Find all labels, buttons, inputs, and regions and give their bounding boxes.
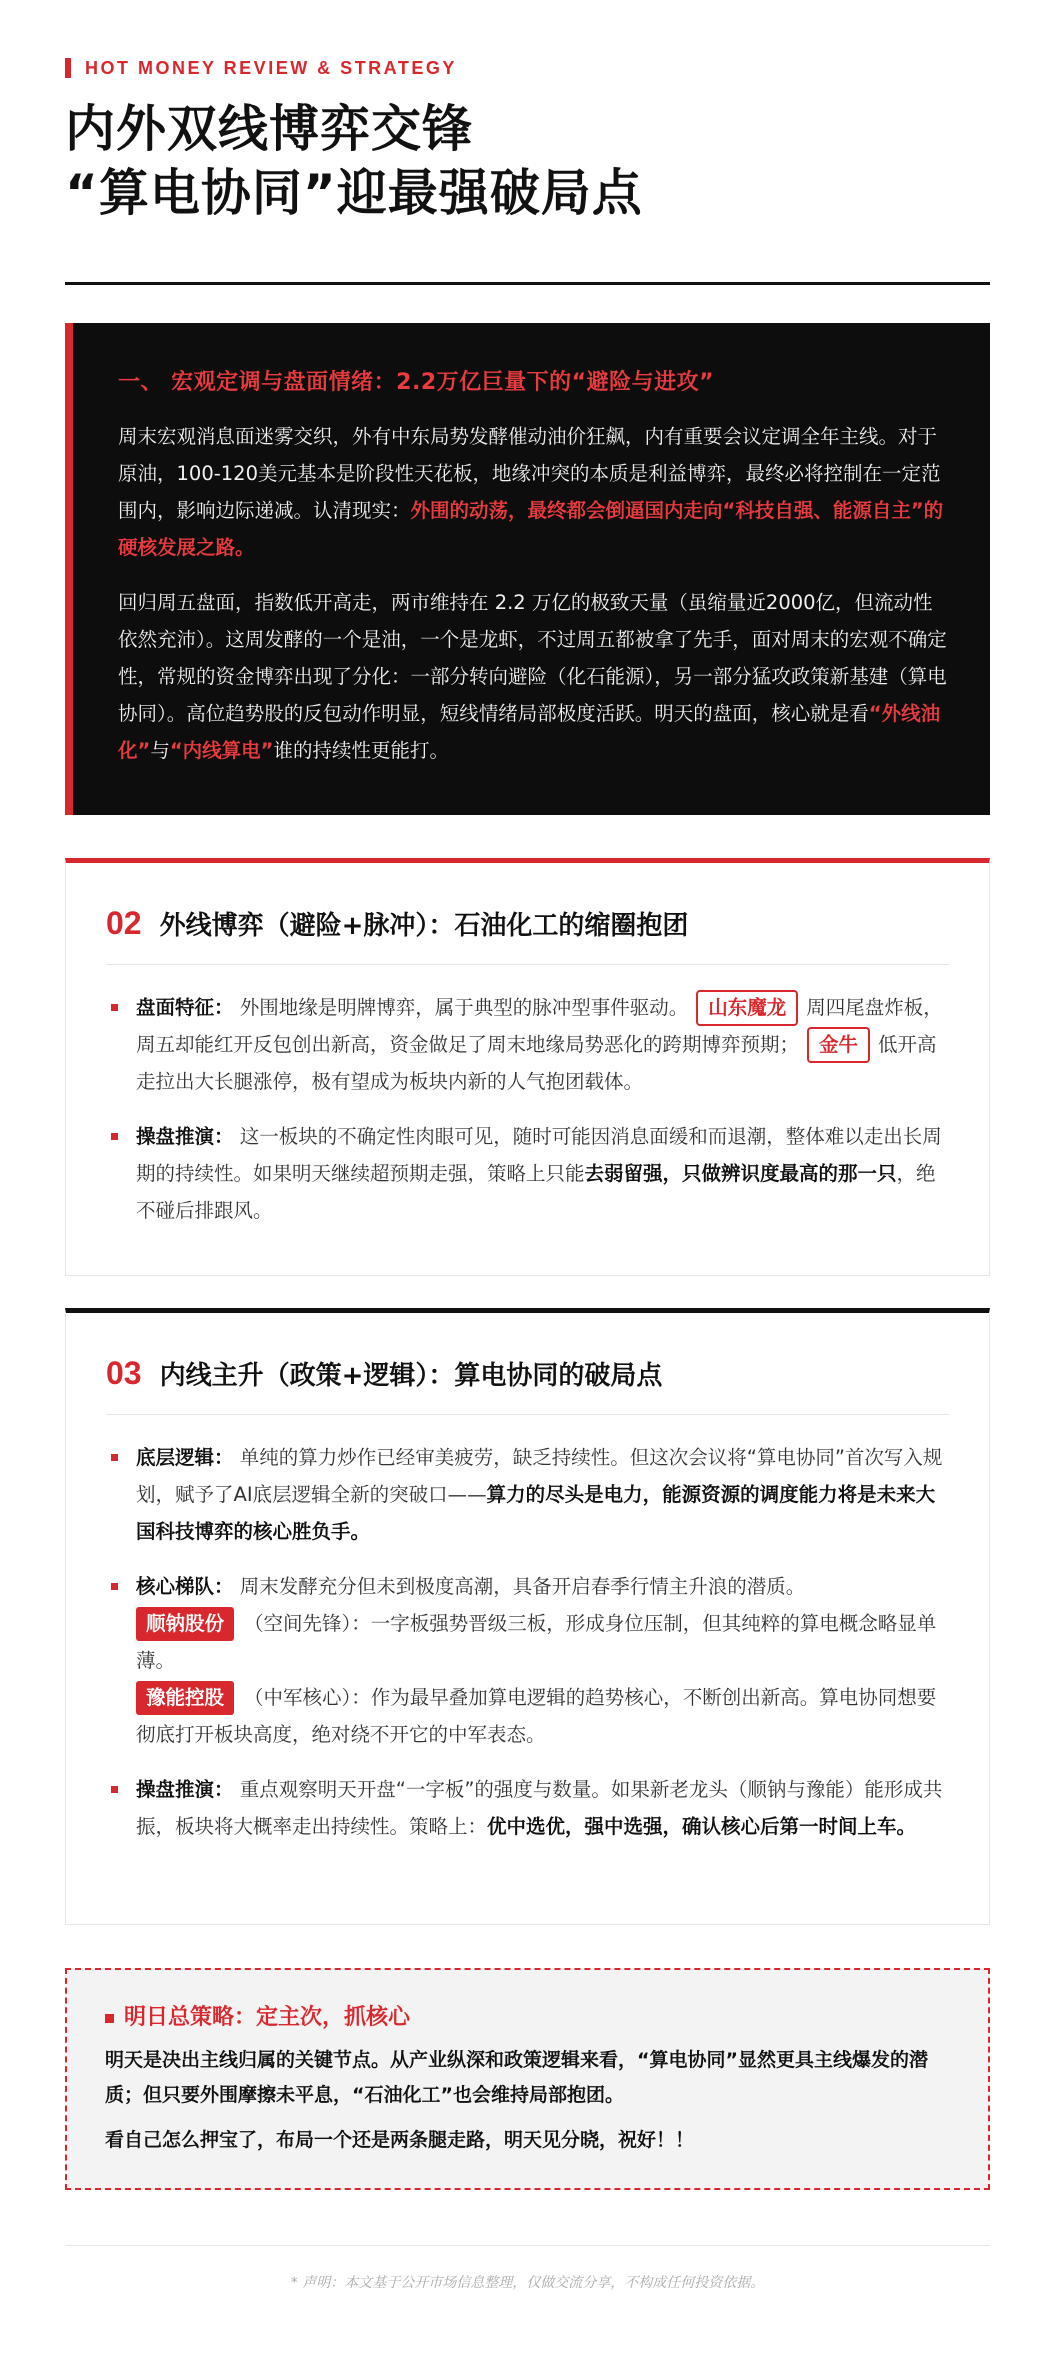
bullet-bold: 算力的尽头是电力，能源资源的调度能力将是未来大国科技博弈的核心胜负手。 — [136, 1483, 936, 1543]
macro-p1-text: 周末宏观消息面迷雾交织，外有中东局势发酵催动油价狂飙，内有重要会议定调全年主线。对于原油，100-120美元基本是阶段性天花板，地缘冲突的本质是利益博弈，最终必将控制在一定范围内，影响边际递减。认清现实： — [118, 425, 941, 522]
section-03-bullet-logic — [106, 1439, 949, 1550]
square-bullet-icon — [105, 2014, 114, 2023]
macro-p2-mid: 与 — [150, 739, 170, 762]
bullet-text: 单纯的算力炒作已经审美疲劳，缺乏持续性。但这次会议将“算电协同”首次写入规划，赋予了AI底层逻辑全新的突破口—— — [136, 1446, 943, 1506]
stock-tag-jinniu: 金牛 — [807, 1027, 870, 1063]
macro-p2-text: 回归周五盘面，指数低开高走，两市维持在 2.2 万亿的极致天量（虽缩量近2000亿，但流动性依然充沛）。这周发酵的一个是油，一个是龙虾，不过周五都被拿了先手，面对周末的宏观不确定性，常规的资金博弈出现了分化：一部分转向避险（化石能源），另一部分猛攻政策新基建（算电协同）。高位趋势股的反包动作明显，短线情绪局部极度活跃。明天的盘面，核心就是看 — [118, 591, 947, 725]
macro-p2-end: 谁的持续性更能打。 — [273, 739, 449, 762]
strategy-box — [65, 1968, 990, 2190]
bullet-text: 这一板块的不确定性肉眼可见，随时可能因消息面缓和而退潮，整体难以走出长周期的持续性。如果明天继续超预期走强，策略上只能 — [136, 1125, 942, 1185]
section-03-card — [65, 1308, 990, 1925]
tier-text: （中军核心）：作为最早叠加算电逻辑的趋势核心，不断创出新高。算电协同想要彻底打开板块高度，绝对绕不开它的中军表态。 — [136, 1686, 937, 1746]
tier-line-shunna — [136, 1605, 949, 1679]
bullet-bold: 去弱留强，只做辨识度最高的那一只 — [584, 1162, 897, 1185]
strategy-heading — [105, 2000, 950, 2031]
section-03-number: 03 — [106, 1355, 142, 1391]
section-03-title: 内线主升（政策+逻辑）：算电协同的破局点 — [159, 1361, 663, 1391]
tier-line-yuneng — [136, 1679, 949, 1753]
macro-p2-highlight-oil: “外线油化” — [118, 702, 941, 762]
macro-heading: 一、 宏观定调与盘面情绪：2.2万亿巨量下的“避险与进攻” — [118, 370, 715, 395]
bullet-text: 周四尾盘炸板，周五却能红开反包创出新高，资金做足了周末地缘局势恶化的跨期博弈预期； — [136, 996, 943, 1056]
section-02-card — [65, 858, 990, 1276]
stock-tag-shunna: 顺钠股份 — [136, 1607, 234, 1641]
disclaimer: * 声明：本文基于公开市场信息整理，仅做交流分享，不构成任何投资依据。 — [290, 2275, 765, 2291]
kicker-label: HOT MONEY REVIEW & STRATEGY — [65, 58, 457, 78]
title-line-2: “算电协同”迎最强破局点 — [65, 164, 643, 222]
strategy-paragraph-2: 看自己怎么押宝了，布局一个还是两条腿走路，明天见分晓，祝好！！ — [105, 2129, 695, 2151]
title-line-1: 内外双线博弈交锋 — [65, 100, 473, 158]
bullet-label: 底层逻辑： — [136, 1446, 234, 1469]
macro-p1-highlight: 外围的动荡，最终都会倒逼国内走向“科技自强、能源自主”的硬核发展之路。 — [118, 499, 944, 559]
bullet-text: ，绝不碰后排跟风。 — [136, 1162, 936, 1222]
bullet-text: 周末发酵充分但未到极度高潮，具备开启春季行情主升浪的潜质。 — [239, 1575, 806, 1598]
macro-paragraph-2 — [118, 584, 950, 769]
title-divider — [65, 282, 990, 285]
bullet-text: 外围地缘是明牌博弈，属于典型的脉冲型事件驱动。 — [239, 996, 689, 1019]
bullet-label: 核心梯队： — [136, 1575, 234, 1598]
macro-p2-highlight-power: “内线算电” — [169, 739, 274, 762]
section-02-bullet-strategy — [106, 1118, 949, 1229]
strategy-paragraph-1: 明天是决出主线归属的关键节点。从产业纵深和政策逻辑来看，“算电协同”显然更具主线爆发的潜质；但只要外围摩擦未平息，“石油化工”也会维持局部抱团。 — [105, 2049, 928, 2106]
section-03-header — [106, 1313, 949, 1415]
section-03-bullet-strategy — [106, 1771, 949, 1845]
section-02-header — [106, 863, 949, 965]
page-title — [65, 97, 995, 225]
macro-section — [65, 323, 990, 815]
bullet-label: 操盘推演： — [136, 1125, 234, 1148]
bullet-bold: 优中选优，强中选强，确认核心后第一时间上车。 — [487, 1815, 917, 1838]
bullet-label: 盘面特征： — [136, 996, 234, 1019]
stock-tag-shandong: 山东魔龙 — [696, 990, 798, 1026]
macro-paragraph-1 — [118, 418, 950, 566]
bullet-text: 重点观察明天开盘“一字板”的强度与数量。如果新老龙头（顺钠与豫能）能形成共振，板块将大概率走出持续性。策略上： — [136, 1778, 943, 1838]
section-02-bullet-features — [106, 989, 949, 1100]
section-03-bullet-tiers — [106, 1568, 949, 1753]
tier-text: （空间先锋）：一字板强势晋级三板，形成身位压制，但其纯粹的算电概念略显单薄。 — [136, 1612, 937, 1672]
strategy-heading-text: 明日总策略：定主次，抓核心 — [124, 2005, 411, 2030]
footer-divider — [65, 2245, 990, 2246]
stock-tag-yuneng: 豫能控股 — [136, 1681, 234, 1715]
section-02-title: 外线博弈（避险+脉冲）：石油化工的缩圈抱团 — [159, 911, 689, 941]
bullet-text: 低开高走拉出大长腿涨停，极有望成为板块内新的人气抱团载体。 — [136, 1033, 937, 1093]
section-02-number: 02 — [106, 905, 142, 941]
bullet-label: 操盘推演： — [136, 1778, 234, 1801]
